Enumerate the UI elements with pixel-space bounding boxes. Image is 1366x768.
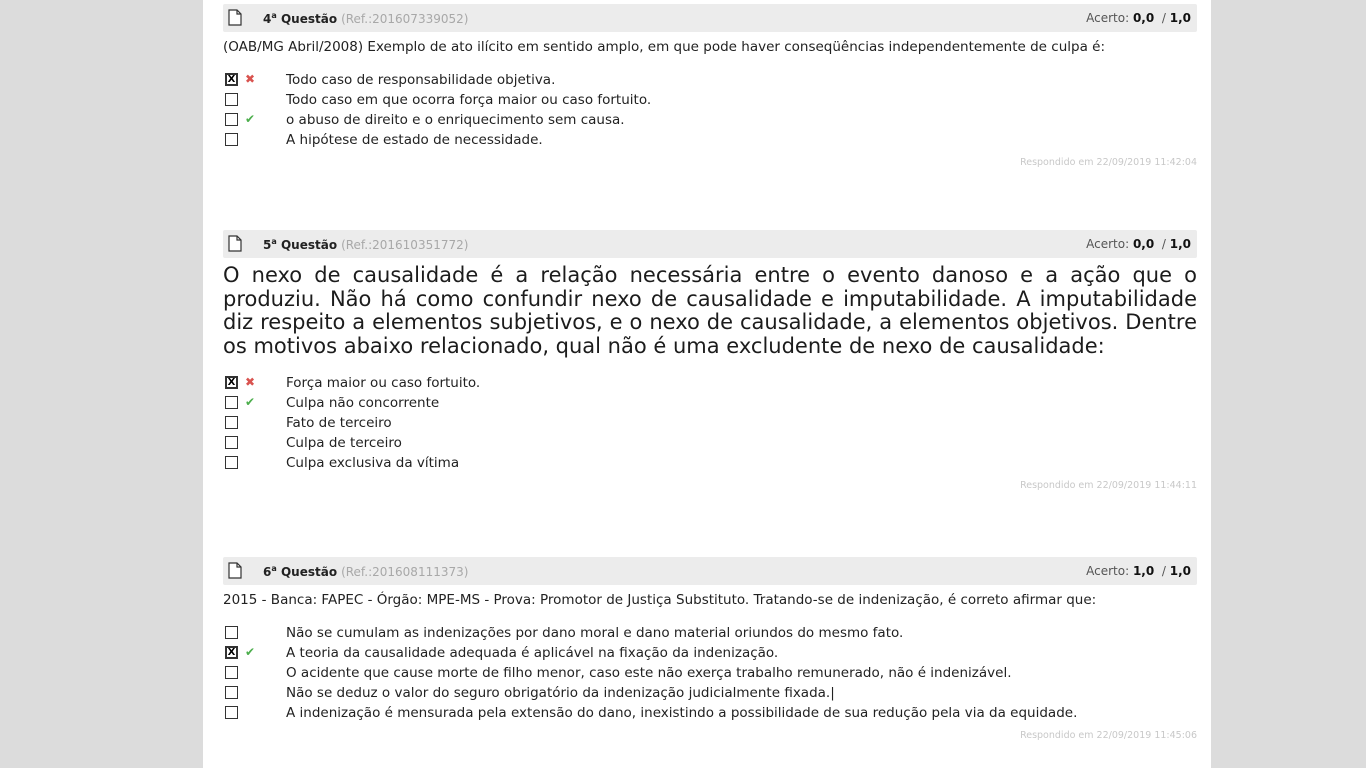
checkbox-checked[interactable]: X: [225, 376, 238, 389]
option-text: Todo caso em que ocorra força maior ou caso fortuito.: [286, 92, 652, 108]
question-title: 4$^a$ Questão (Ref.:201607339052): [263, 11, 469, 26]
checkbox[interactable]: [225, 706, 238, 719]
option-text: Não se deduz o valor do seguro obrigatório da indenização judicialmente fixada.|: [286, 685, 835, 701]
option-text: A hipótese de estado de necessidade.: [286, 132, 543, 148]
option-text: Todo caso de responsabilidade objetiva.: [286, 72, 556, 88]
question-ref: (Ref.:201607339052): [341, 12, 469, 26]
option-text: Força maior ou caso fortuito.: [286, 375, 481, 391]
exam-page: [203, 0, 1211, 768]
checkbox[interactable]: [225, 456, 238, 469]
question-5: [223, 230, 1197, 491]
correct-answer-icon: ✔: [245, 395, 256, 409]
checkbox[interactable]: [225, 113, 238, 126]
option-text: Não se cumulam as indenizações por dano moral e dano material oriundos do mesmo fato.: [286, 625, 904, 641]
question-header: [223, 230, 1197, 258]
score: Acerto: 1,0 / 1,0: [1086, 564, 1191, 578]
answered-timestamp: Respondido em 22/09/2019 11:45:06: [1020, 730, 1197, 741]
question-stem: 2015 - Banca: FAPEC - Órgão: MPE-MS - Prova: Promotor de Justiça Substituto. Tratando-se de indenização, é correto afirmar que:: [223, 592, 1097, 608]
checkbox[interactable]: [225, 626, 238, 639]
option-text: Culpa não concorrente: [286, 395, 440, 411]
checkbox[interactable]: [225, 416, 238, 429]
checkbox[interactable]: [225, 666, 238, 679]
option-e[interactable]: [223, 706, 1197, 726]
answered-timestamp: Respondido em 22/09/2019 11:42:04: [1020, 157, 1197, 168]
option-a[interactable]: [223, 73, 1197, 93]
question-header: [223, 557, 1197, 585]
score: Acerto: 0,0 / 1,0: [1086, 11, 1191, 25]
answered-timestamp: Respondido em 22/09/2019 11:44:11: [1020, 480, 1197, 491]
option-text: A indenização é mensurada pela extensão do dano, inexistindo a possibilidade de sua redução pela via da equidade.: [286, 705, 1078, 721]
option-d[interactable]: [223, 133, 1197, 153]
wrong-answer-icon: ✖: [245, 375, 256, 389]
option-text: A teoria da causalidade adequada é aplicável na fixação da indenização.: [286, 645, 779, 661]
option-list: [223, 376, 1197, 476]
document-icon: [228, 235, 242, 252]
option-d[interactable]: [223, 686, 1197, 706]
option-c[interactable]: [223, 666, 1197, 686]
option-c[interactable]: [223, 416, 1197, 436]
document-icon: [228, 562, 242, 579]
question-stem: (OAB/MG Abril/2008) Exemplo de ato ilícito em sentido amplo, em que pode haver conseqüências independentemente de culpa é:: [223, 39, 1105, 55]
checkbox-checked[interactable]: X: [225, 73, 238, 86]
document-icon: [228, 9, 242, 26]
question-4: [223, 4, 1197, 168]
question-title: 6$^a$ Questão (Ref.:201608111373): [263, 564, 469, 579]
checkbox[interactable]: [225, 396, 238, 409]
correct-answer-icon: ✔: [245, 112, 256, 126]
option-text: Culpa exclusiva da vítima: [286, 455, 460, 471]
question-ref: (Ref.:201610351772): [341, 238, 469, 252]
option-text: Fato de terceiro: [286, 415, 392, 431]
checkbox[interactable]: [225, 93, 238, 106]
wrong-answer-icon: ✖: [245, 72, 256, 86]
option-b[interactable]: [223, 396, 1197, 416]
question-title: 5$^a$ Questão (Ref.:201610351772): [263, 237, 469, 252]
option-a[interactable]: [223, 626, 1197, 646]
question-6: [223, 557, 1197, 741]
checkbox[interactable]: [225, 436, 238, 449]
checkbox[interactable]: [225, 133, 238, 146]
option-c[interactable]: [223, 113, 1197, 133]
question-ref: (Ref.:201608111373): [341, 565, 469, 579]
option-list: [223, 626, 1197, 726]
option-text: O acidente que cause morte de filho menor, caso este não exerça trabalho remunerado, não é indenizável.: [286, 665, 1012, 681]
option-list: [223, 73, 1197, 153]
option-a[interactable]: [223, 376, 1197, 396]
option-d[interactable]: [223, 436, 1197, 456]
correct-answer-icon: ✔: [245, 645, 256, 659]
option-e[interactable]: [223, 456, 1197, 476]
option-text: o abuso de direito e o enriquecimento sem causa.: [286, 112, 625, 128]
checkbox[interactable]: [225, 686, 238, 699]
question-stem: O nexo de causalidade é a relação necessária entre o evento danoso e a ação que o produziu. Não há como confundir nexo de causalidade e imputabilidade. A imputabilidade diz respeito a elementos subjetivos, e o nexo de causalidade, a elementos objetivos. Dentre os motivos abaixo relacionado, qual não é uma excludente de nexo de causalidade:: [223, 263, 1197, 358]
option-b[interactable]: [223, 646, 1197, 666]
question-header: [223, 4, 1197, 32]
checkbox-checked[interactable]: X: [225, 646, 238, 659]
option-text: Culpa de terceiro: [286, 435, 402, 451]
option-b[interactable]: [223, 93, 1197, 113]
score: Acerto: 0,0 / 1,0: [1086, 237, 1191, 251]
